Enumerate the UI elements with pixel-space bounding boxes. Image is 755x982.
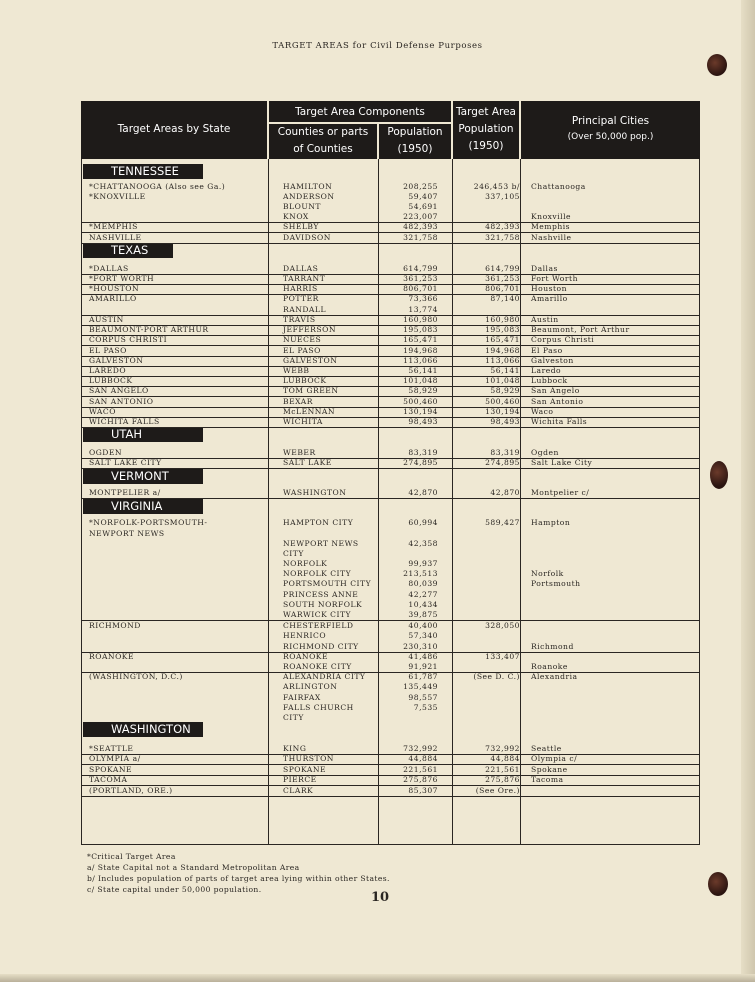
population-cell: 361,253: [403, 274, 438, 283]
footnote: b/ Includes population of parts of target area lying within other States.: [87, 874, 390, 883]
target-population-cell: 113,066: [485, 356, 520, 365]
county-cell: ANDERSON: [283, 192, 335, 201]
table-row: [81, 487, 700, 499]
target-population-cell: 42,870: [490, 488, 520, 497]
target-area-cell: NASHVILLE: [89, 233, 142, 242]
county-cell: JEFFERSON: [283, 325, 336, 334]
target-area-cell: *NORFOLK-PORTSMOUTH-: [89, 518, 208, 527]
target-area-cell: *MEMPHIS: [89, 222, 138, 231]
county-cell: HAMILTON: [283, 182, 333, 191]
principal-city-cell: Memphis: [531, 222, 571, 231]
principal-city-cell: Fort Worth: [531, 274, 578, 283]
county-cell: TOM GREEN: [283, 386, 339, 395]
target-population-cell: 246,453 b/: [473, 182, 520, 191]
county-cell: CHESTERFIELD: [283, 621, 354, 630]
header-components: Target Area Components: [295, 106, 425, 118]
target-population-cell: 361,253: [485, 274, 520, 283]
principal-city-cell: Lubbock: [531, 376, 568, 385]
county-cell: SALT LAKE: [283, 458, 332, 467]
target-area-cell: SALT LAKE CITY: [89, 458, 162, 467]
target-area-cell: SAN ANTONIO: [89, 397, 154, 406]
county-cell: PORTSMOUTH CITY: [283, 579, 372, 588]
population-cell: 73,366: [408, 294, 438, 303]
header-cities-line1: Principal Cities: [571, 115, 650, 127]
population-cell: 39,875: [408, 610, 438, 619]
target-area-cell: WACO: [89, 407, 116, 416]
county-cell: FAIRFAX: [283, 693, 321, 702]
county-cell: TRAVIS: [283, 315, 316, 324]
county-cell: CITY: [283, 549, 304, 558]
table-row: [81, 712, 700, 723]
county-cell: GALVESTON: [283, 356, 338, 365]
header-target-pop-line1: Target Area: [456, 106, 516, 118]
running-head: TARGET AREAS for Civil Defense Purposes: [272, 41, 483, 51]
population-cell: 10,434: [408, 600, 438, 609]
population-cell: 58,929: [408, 386, 438, 395]
principal-city-cell: Olympia c/: [531, 754, 578, 763]
target-population-cell: (See D. C.): [473, 672, 520, 681]
target-population-cell: 806,701: [485, 284, 520, 293]
county-cell: HAMPTON CITY: [283, 518, 354, 527]
population-cell: 13,774: [408, 305, 438, 314]
population-cell: 42,277: [408, 590, 438, 599]
target-population-cell: 83,319: [490, 448, 520, 457]
population-cell: 42,358: [408, 539, 438, 548]
target-population-cell: 44,884: [490, 754, 520, 763]
binder-hole-top: [707, 54, 727, 76]
principal-city-cell: Corpus Christi: [531, 335, 595, 344]
target-area-cell: RICHMOND: [89, 621, 141, 630]
county-cell: WEBER: [283, 448, 316, 457]
county-cell: HENRICO: [283, 631, 327, 640]
population-cell: 40,400: [408, 621, 438, 630]
county-cell: KING: [283, 744, 307, 753]
principal-city-cell: El Paso: [531, 346, 563, 355]
header-counties: [269, 124, 377, 158]
population-cell: 113,066: [403, 356, 438, 365]
table-row: [81, 293, 700, 304]
county-cell: SHELBY: [283, 222, 319, 231]
table-row: [81, 457, 700, 469]
table-row: [81, 232, 700, 244]
target-area-cell: SPOKANE: [89, 765, 133, 774]
county-cell: BEXAR: [283, 397, 313, 406]
county-cell: EL PASO: [283, 346, 321, 355]
target-population-cell: 130,194: [485, 407, 520, 416]
target-area-cell: SAN ANGELO: [89, 386, 149, 395]
principal-city-cell: Spokane: [531, 765, 568, 774]
principal-city-cell: Nashville: [531, 233, 572, 242]
population-cell: 165,471: [403, 335, 438, 344]
principal-city-cell: San Antonio: [531, 397, 584, 406]
state-heading: TENNESSEE: [83, 164, 203, 179]
page-number: 10: [371, 890, 390, 905]
population-cell: 83,319: [408, 448, 438, 457]
header-target-pop-line3: (1950): [468, 140, 504, 152]
header-target-population: [453, 104, 519, 155]
population-cell: 41,486: [408, 652, 438, 661]
county-cell: ROANOKE CITY: [283, 662, 352, 671]
target-population-cell: 98,493: [490, 417, 520, 426]
population-cell: 195,083: [403, 325, 438, 334]
population-cell: 99,937: [408, 559, 438, 568]
target-population-cell: 194,968: [485, 346, 520, 355]
target-population-cell: 321,758: [485, 233, 520, 242]
target-area-cell: *HOUSTON: [89, 284, 140, 293]
population-cell: 275,876: [403, 775, 438, 784]
target-area-cell: LUBBOCK: [89, 376, 133, 385]
principal-city-cell: Houston: [531, 284, 567, 293]
population-cell: 223,007: [403, 212, 438, 221]
target-population-cell: 614,799: [485, 264, 520, 273]
population-cell: 500,460: [403, 397, 438, 406]
page-edge: [741, 0, 755, 982]
target-population-cell: 195,083: [485, 325, 520, 334]
header-target-pop-line2: Population: [458, 123, 514, 135]
target-population-cell: 56,141: [490, 366, 520, 375]
header-target-areas: Target Areas by State: [117, 123, 231, 135]
table-row: [81, 630, 700, 641]
population-cell: 213,513: [403, 569, 438, 578]
target-population-cell: (See Ore.): [475, 786, 520, 795]
principal-city-cell: Chattanooga: [531, 182, 586, 191]
target-area-cell: TACOMA: [89, 775, 128, 784]
footnote: c/ State capital under 50,000 population.: [87, 885, 262, 894]
principal-city-cell: San Angelo: [531, 386, 580, 395]
principal-city-cell: Laredo: [531, 366, 562, 375]
target-area-cell: *KNOXVILLE: [89, 192, 146, 201]
population-cell: 57,340: [408, 631, 438, 640]
county-cell: PIERCE: [283, 775, 317, 784]
county-cell: NORFOLK: [283, 559, 328, 568]
county-cell: HARRIS: [283, 284, 318, 293]
target-area-cell: CORPUS CHRISTI: [89, 335, 168, 344]
population-cell: 98,493: [408, 417, 438, 426]
county-cell: WEBB: [283, 366, 310, 375]
target-area-cell: (WASHINGTON, D.C.): [89, 672, 183, 681]
county-cell: NEWPORT NEWS: [283, 539, 359, 548]
population-cell: 160,980: [403, 315, 438, 324]
principal-city-cell: Salt Lake City: [531, 458, 593, 467]
principal-city-cell: Dallas: [531, 264, 558, 273]
header-counties-line1: Counties or parts: [277, 126, 369, 138]
county-cell: DAVIDSON: [283, 233, 331, 242]
population-cell: 321,758: [403, 233, 438, 242]
population-cell: 482,393: [403, 222, 438, 231]
state-heading: VIRGINIA: [83, 499, 203, 514]
population-cell: 61,787: [408, 672, 438, 681]
target-population-cell: 275,876: [485, 775, 520, 784]
population-cell: 60,994: [408, 518, 438, 527]
target-area-cell: GALVESTON: [89, 356, 144, 365]
principal-city-cell: Portsmouth: [531, 579, 581, 588]
target-area-cell: MONTPELIER a/: [89, 488, 161, 497]
principal-city-cell: Waco: [531, 407, 554, 416]
county-cell: ARLINGTON: [283, 682, 338, 691]
principal-city-cell: Hampton: [531, 518, 571, 527]
principal-city-cell: Wichita Falls: [531, 417, 588, 426]
principal-city-cell: Norfolk: [531, 569, 564, 578]
county-cell: CLARK: [283, 786, 314, 795]
target-area-cell: EL PASO: [89, 346, 127, 355]
county-cell: WASHINGTON: [283, 488, 347, 497]
header-counties-line2: of Counties: [293, 143, 353, 155]
principal-city-cell: Austin: [531, 315, 559, 324]
page-bottom-edge: [0, 974, 755, 982]
population-cell: 221,561: [403, 765, 438, 774]
target-area-cell: ROANOKE: [89, 652, 135, 661]
county-cell: SPOKANE: [283, 765, 327, 774]
target-area-cell: AMARILLO: [89, 294, 137, 303]
population-cell: 59,407: [408, 192, 438, 201]
principal-city-cell: Alexandria: [531, 672, 578, 681]
target-population-cell: 274,895: [485, 458, 520, 467]
population-cell: 194,968: [403, 346, 438, 355]
target-population-cell: 328,050: [485, 621, 520, 630]
population-cell: 42,870: [408, 488, 438, 497]
population-cell: 101,048: [403, 376, 438, 385]
population-cell: 80,039: [408, 579, 438, 588]
target-area-cell: BEAUMONT-PORT ARTHUR: [89, 325, 209, 334]
target-population-cell: 101,048: [485, 376, 520, 385]
target-population-cell: 58,929: [490, 386, 520, 395]
population-cell: 230,310: [403, 642, 438, 651]
principal-city-cell: Galveston: [531, 356, 574, 365]
footnote: a/ State Capital not a Standard Metropolitan Area: [87, 863, 300, 872]
principal-city-cell: Amarillo: [531, 294, 568, 303]
target-area-cell: *DALLAS: [89, 264, 129, 273]
footnotes: [87, 851, 390, 895]
target-area-cell: LAREDO: [89, 366, 127, 375]
table-header: [81, 101, 700, 159]
state-heading: UTAH: [83, 427, 203, 442]
population-cell: 7,535: [413, 703, 438, 712]
principal-city-cell: Tacoma: [531, 775, 564, 784]
county-cell: McLENNAN: [283, 407, 336, 416]
target-area-cell: *CHATTANOOGA (Also see Ga.): [89, 182, 226, 191]
target-population-cell: 133,407: [485, 652, 520, 661]
target-population-cell: 221,561: [485, 765, 520, 774]
county-cell: PRINCESS ANNE: [283, 590, 359, 599]
state-heading: VERMONT: [83, 469, 203, 484]
target-area-cell: OGDEN: [89, 448, 123, 457]
population-cell: 98,557: [408, 693, 438, 702]
binder-hole-middle: [710, 461, 728, 489]
principal-city-cell: Seattle: [531, 744, 562, 753]
header-population-line2: (1950): [397, 143, 433, 155]
county-cell: NUECES: [283, 335, 322, 344]
county-cell: DALLAS: [283, 264, 319, 273]
table-row: [81, 517, 700, 528]
target-area-cell: WICHITA FALLS: [89, 417, 160, 426]
target-population-cell: 160,980: [485, 315, 520, 324]
population-cell: 130,194: [403, 407, 438, 416]
county-cell: WARWICK CITY: [283, 610, 352, 619]
principal-city-cell: Roanoke: [531, 662, 568, 671]
county-cell: TARRANT: [283, 274, 326, 283]
table-row: [81, 578, 700, 589]
population-cell: 208,255: [403, 182, 438, 191]
principal-city-cell: Beaumont, Port Arthur: [531, 325, 630, 334]
header-principal-cities: [521, 113, 700, 144]
target-area-cell: *SEATTLE: [89, 744, 134, 753]
header-population-line1: Population: [387, 126, 443, 138]
county-cell: RANDALL: [283, 305, 327, 314]
header-population: [379, 124, 451, 158]
target-population-cell: 87,140: [490, 294, 520, 303]
header-cities-line2: (Over 50,000 pop.): [567, 132, 654, 142]
county-cell: CITY: [283, 713, 304, 722]
footnote: *Critical Target Area: [87, 852, 176, 861]
target-population-cell: 589,427: [485, 518, 520, 527]
target-population-cell: 500,460: [485, 397, 520, 406]
population-cell: 274,895: [403, 458, 438, 467]
binder-hole-bottom: [708, 872, 728, 896]
target-population-cell: 482,393: [485, 222, 520, 231]
county-cell: THURSTON: [283, 754, 334, 763]
target-area-cell: (PORTLAND, ORE.): [89, 786, 173, 795]
target-population-cell: 165,471: [485, 335, 520, 344]
principal-city-cell: Ogden: [531, 448, 559, 457]
table-row: [81, 785, 700, 797]
county-cell: FALLS CHURCH: [283, 703, 354, 712]
county-cell: BLOUNT: [283, 202, 321, 211]
population-cell: 56,141: [408, 366, 438, 375]
population-cell: 85,307: [408, 786, 438, 795]
target-area-cell: NEWPORT NEWS: [89, 529, 165, 538]
county-cell: RICHMOND CITY: [283, 642, 359, 651]
county-cell: KNOX: [283, 212, 309, 221]
population-cell: 91,921: [408, 662, 438, 671]
population-cell: 732,992: [403, 744, 438, 753]
county-cell: LUBBOCK: [283, 376, 327, 385]
population-cell: 54,691: [408, 202, 438, 211]
target-area-cell: AUSTIN: [89, 315, 124, 324]
table-row: [81, 416, 700, 428]
target-area-cell: *FORT WORTH: [89, 274, 155, 283]
county-cell: ROANOKE: [283, 652, 329, 661]
state-heading: TEXAS: [83, 243, 173, 258]
target-population-cell: 732,992: [485, 744, 520, 753]
population-cell: 614,799: [403, 264, 438, 273]
target-population-cell: 337,105: [485, 192, 520, 201]
population-cell: 135,449: [403, 682, 438, 691]
population-cell: 44,884: [408, 754, 438, 763]
state-heading: WASHINGTON: [83, 722, 203, 737]
principal-city-cell: Richmond: [531, 642, 574, 651]
principal-city-cell: Knoxville: [531, 212, 571, 221]
target-area-cell: OLYMPIA a/: [89, 754, 141, 763]
county-cell: ALEXANDRIA CITY: [283, 672, 366, 681]
county-cell: SOUTH NORFOLK: [283, 600, 363, 609]
county-cell: WICHITA: [283, 417, 323, 426]
principal-city-cell: Montpelier c/: [531, 488, 590, 497]
county-cell: NORFOLK CITY: [283, 569, 352, 578]
table-row: [81, 681, 700, 692]
county-cell: POTTER: [283, 294, 319, 303]
population-cell: 806,701: [403, 284, 438, 293]
